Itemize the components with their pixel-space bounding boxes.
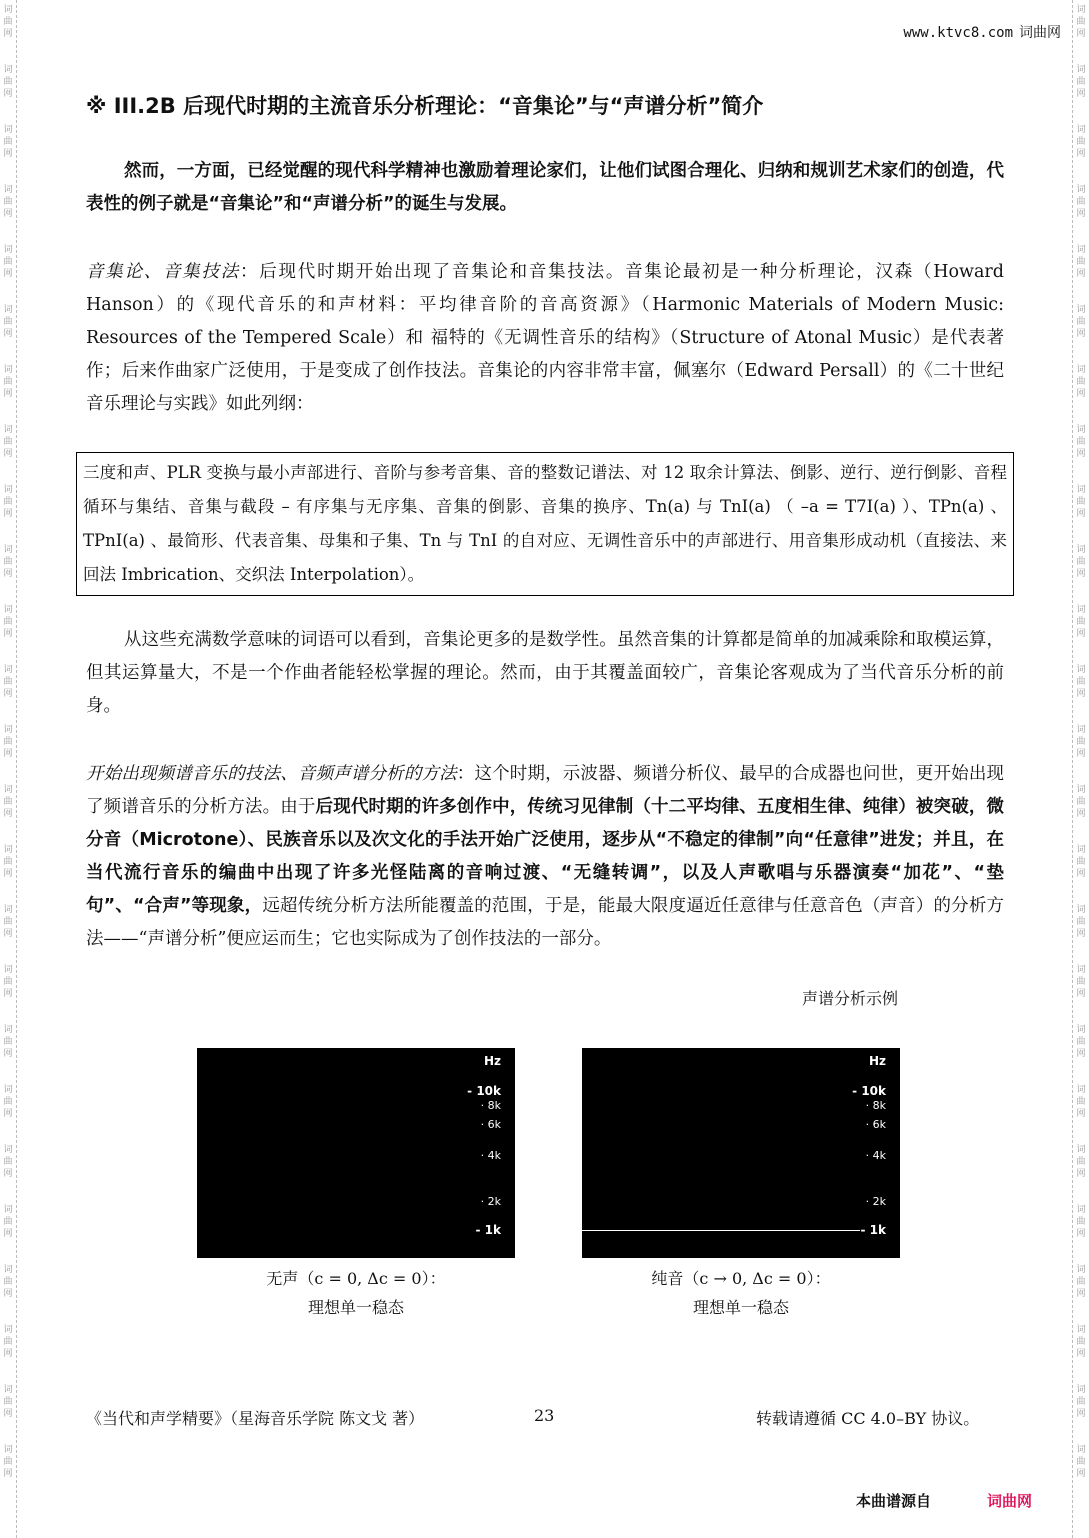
tick-label: · 8k — [480, 1099, 501, 1112]
left-margin-strip — [0, 0, 17, 1538]
spectrogram-silence — [197, 1048, 515, 1258]
watermark-mark: 词 曲 网 — [1076, 1025, 1086, 1059]
watermark-mark: 词 曲 网 — [3, 1325, 13, 1359]
watermark-mark: 词 曲 网 — [3, 245, 13, 279]
watermark-mark: 词 曲 网 — [3, 605, 13, 639]
tick-label: · 2k — [480, 1195, 501, 1208]
site-name[interactable]: 词曲网 — [1019, 25, 1061, 41]
tick-label: · 4k — [480, 1149, 501, 1162]
watermark-mark: 词 曲 网 — [1076, 785, 1086, 819]
math-paragraph: 从这些充满数学意味的词语可以看到，音集论更多的是数学性。虽然音集的计算都是简单的加减乘除和取模运算，但其运算量大，不是一个作曲者能轻松掌握的理论。然而，由于其覆盖面较广，音集论客观成为了当代音乐分析的前身。 — [86, 630, 1004, 716]
spectral-text-b: 远超传统分析方法所能覆盖的范围，于是，能最大限度逼近任意律与任意音色（声音）的分析方法——“声谱分析”便应运而生；它也实际成为了创作技法的一部分。 — [86, 896, 1004, 949]
tick-label: · 6k — [865, 1118, 886, 1131]
watermark-mark: 词 曲 网 — [3, 725, 13, 759]
watermark-mark: 词 曲 网 — [3, 1205, 13, 1239]
watermark-mark: 词 曲 网 — [1076, 245, 1086, 279]
watermark-mark: 词 曲 网 — [1076, 1265, 1086, 1299]
site-header[interactable] — [903, 22, 1061, 42]
caption-silence-line2: 理想单一稳态 — [307, 1298, 404, 1317]
watermark-mark: 词 曲 网 — [1076, 605, 1086, 639]
watermark-mark: 词 曲 网 — [1076, 125, 1086, 159]
caption-pure-tone — [582, 1264, 900, 1322]
caption-silence — [197, 1264, 515, 1322]
spectral-text-bold: 后现代时期的许多创作中，传统习见律制（十二平均律、五度相生律、纯律）被突破，微分音（Microtone）、民族音乐以及次文化的手法开始广泛使用，逐步从“不稳定的律制”向“任意律”进发；并且，在当代流行音乐的编曲中出现了许多光怪陆离的音响过渡、“无缝转调”，以及人声歌唱与乐器演奏“加花”、“垫句”、“合声”等现象， — [86, 797, 1005, 916]
spectral-text-a: ：这个时期，示波器、频谱分析仪、最早的合成器也问世，更开始出现了频谱音乐的分析方法。由于 — [86, 764, 1005, 817]
watermark-mark: 词 曲 网 — [3, 1445, 13, 1479]
watermark-mark: 词 曲 网 — [1076, 1205, 1086, 1239]
watermark-mark: 词 曲 网 — [3, 5, 13, 39]
caption-pure-tone-line2: 理想单一稳态 — [692, 1298, 789, 1317]
caption-pure-tone-line1: 纯音（c → 0, Δc = 0）： — [651, 1269, 831, 1288]
site-url[interactable]: www.ktvc8.com — [903, 25, 1013, 41]
watermark-mark: 词 曲 网 — [3, 125, 13, 159]
footer-book: 《当代和声学精要》（星海音乐学院 陈文戈 著） — [86, 1409, 425, 1428]
tick-label: - 10k — [852, 1084, 886, 1098]
watermark-mark: 词 曲 网 — [1076, 905, 1086, 939]
caption-silence-line1: 无声（c = 0, Δc = 0）： — [266, 1269, 446, 1288]
watermark-mark: 词 曲 网 — [3, 185, 13, 219]
watermark-mark: 词 曲 网 — [3, 1265, 13, 1299]
page-number: 23 — [534, 1406, 555, 1425]
watermark-mark: 词 曲 网 — [3, 65, 13, 99]
watermark-mark: 词 曲 网 — [1076, 1085, 1086, 1119]
watermark-mark: 词 曲 网 — [1076, 5, 1086, 39]
watermark-mark: 词 曲 网 — [1076, 365, 1086, 399]
watermark-mark: 词 曲 网 — [3, 365, 13, 399]
watermark-mark: 词 曲 网 — [1076, 1325, 1086, 1359]
tick-label: · 4k — [865, 1149, 886, 1162]
unit-label: Hz — [868, 1054, 886, 1068]
credit-site-link[interactable]: 词曲网 — [987, 1492, 1033, 1510]
watermark-mark: 词 曲 网 — [3, 485, 13, 519]
watermark-mark: 词 曲 网 — [3, 1385, 13, 1419]
outline-box: 三度和声、PLR 变换与最小声部进行、音阶与参考音集、音的整数记谱法、对 12 取余计算法、倒影、逆行、逆行倒影、音程循环与集结、音集与截段 – 有序集与无序集、音集的倒影、音集的换序、Tn(a) 与 TnI(a) （ –a = T7I(a) ）、TPn(a) 、TPnI(a) 、最简形、代表音集、母集和子集、Tn 与 TnI 的自对应、无调性音乐中的声部进行、用音集形成动机（直接法、来回法 Imbrication、交织法 Interpolation）。 — [76, 452, 1014, 596]
watermark-mark: 词 曲 网 — [3, 965, 13, 999]
right-margin-strip — [1072, 0, 1089, 1538]
tick-label: - 1k — [475, 1223, 501, 1237]
tick-label: · 8k — [865, 1099, 886, 1112]
source-credit[interactable] — [856, 1490, 1032, 1511]
spectral-lead: 开始出现频谱音乐的技法、音频声谱分析的方法 — [86, 764, 457, 784]
tick-label: · 6k — [480, 1118, 501, 1131]
footer-license: 转载请遵循 CC 4.0–BY 协议。 — [756, 1409, 980, 1428]
watermark-mark: 词 曲 网 — [1076, 1385, 1086, 1419]
intro-paragraph: 然而，一方面，已经觉醒的现代科学精神也激励着理论家们，让他们试图合理化、归纳和规训艺术家们的创造，代表性的例子就是“音集论”和“声谱分析”的诞生与发展。 — [86, 161, 1004, 214]
watermark-mark: 词 曲 网 — [3, 905, 13, 939]
credit-label: 本曲谱源自 — [856, 1492, 932, 1510]
watermark-mark: 词 曲 网 — [1076, 965, 1086, 999]
watermark-mark: 词 曲 网 — [1076, 185, 1086, 219]
watermark-mark: 词 曲 网 — [1076, 665, 1086, 699]
tick-label: - 10k — [467, 1084, 501, 1098]
watermark-mark: 词 曲 网 — [3, 1025, 13, 1059]
watermark-mark: 词 曲 网 — [1076, 845, 1086, 879]
section-title: ※ III.2B 后现代时期的主流音乐分析理论：“音集论”与“声谱分析”简介 — [86, 94, 764, 118]
figure-caption: 声谱分析示例 — [802, 989, 899, 1008]
watermark-mark: 词 曲 网 — [1076, 485, 1086, 519]
set-theory-text: ：后现代时期开始出现了音集论和音集技法。音集论最初是一种分析理论，汉森（Howard Hanson）的《现代音乐的和声材料：平均律音阶的音高资源》（Harmonic Materials of Modern Music: Resources of the Tempered Scale）和 福特的《无调性音乐的结构》（Structure of Atonal Music）是代表著作；后来作曲家广泛使用，于是变成了创作技法。音集论的内容非常丰富，佩塞尔（Edward Persall）的《二十世纪音乐理论与实践》如此列纲： — [86, 262, 1005, 414]
watermark-mark: 词 曲 网 — [1076, 545, 1086, 579]
pure-tone-line — [582, 1230, 860, 1231]
spectrogram-pure-tone — [582, 1048, 900, 1258]
watermark-mark: 词 曲 网 — [3, 665, 13, 699]
watermark-mark: 词 曲 网 — [3, 545, 13, 579]
watermark-mark: 词 曲 网 — [1076, 425, 1086, 459]
watermark-mark: 词 曲 网 — [3, 845, 13, 879]
watermark-mark: 词 曲 网 — [3, 1085, 13, 1119]
watermark-mark: 词 曲 网 — [1076, 1445, 1086, 1479]
watermark-mark: 词 曲 网 — [1076, 725, 1086, 759]
tick-label: · 2k — [865, 1195, 886, 1208]
watermark-mark: 词 曲 网 — [3, 425, 13, 459]
watermark-mark: 词 曲 网 — [1076, 65, 1086, 99]
watermark-mark: 词 曲 网 — [3, 1145, 13, 1179]
set-theory-paragraph — [86, 256, 1004, 421]
watermark-mark: 词 曲 网 — [1076, 305, 1086, 339]
unit-label: Hz — [483, 1054, 501, 1068]
set-theory-lead: 音集论、音集技法 — [86, 262, 241, 282]
watermark-mark: 词 曲 网 — [3, 785, 13, 819]
spectral-paragraph — [86, 758, 1004, 956]
watermark-mark: 词 曲 网 — [1076, 1145, 1086, 1179]
tick-label: - 1k — [860, 1223, 886, 1237]
watermark-mark: 词 曲 网 — [3, 305, 13, 339]
